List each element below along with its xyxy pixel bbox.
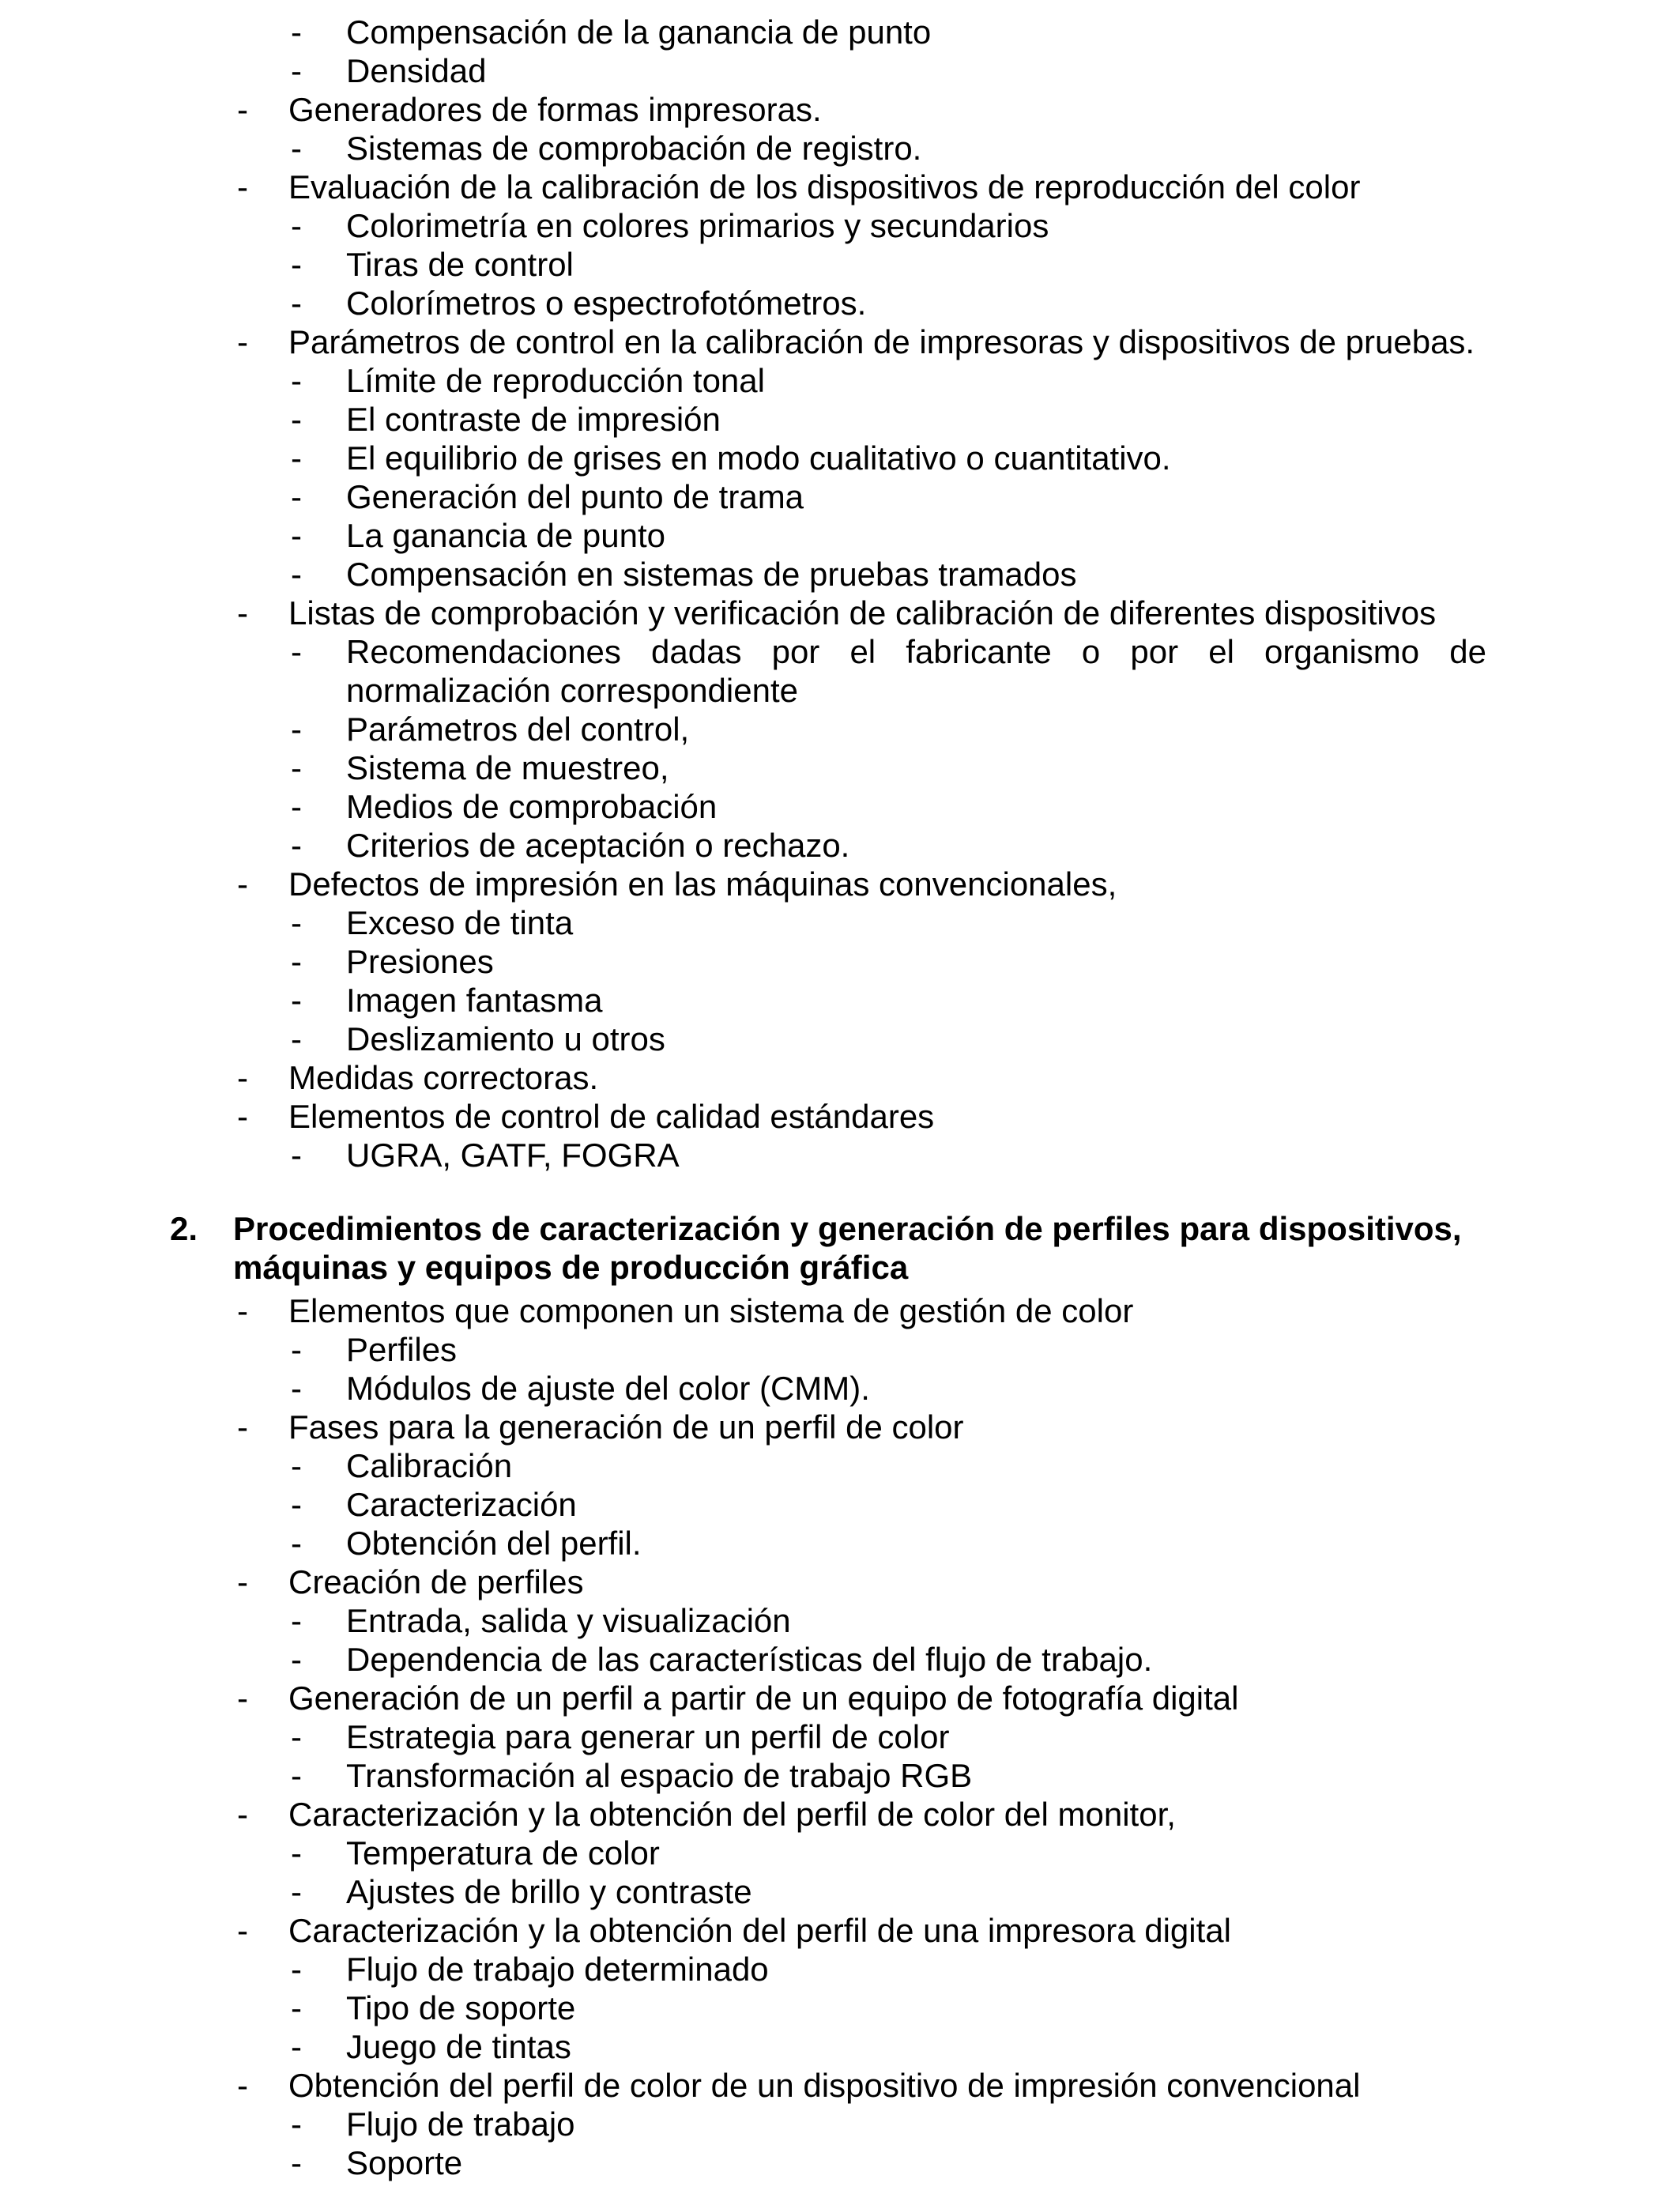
list-item-text: Densidad — [346, 52, 487, 89]
list-item — [291, 439, 1486, 477]
dash-bullet: - — [237, 1563, 248, 1600]
list-item-text: Imagen fantasma — [346, 982, 603, 1019]
dash-bullet: - — [237, 168, 248, 205]
list-item-text: Presiones — [346, 943, 494, 980]
list-item-text: Obtención del perfil. — [346, 1525, 642, 1562]
dash-bullet: - — [291, 827, 302, 864]
dash-bullet: - — [291, 633, 302, 670]
list-item — [291, 129, 1486, 168]
list-item — [291, 632, 1486, 710]
dash-bullet: - — [291, 439, 302, 477]
list-item — [237, 1679, 1486, 1717]
list-item-text: Perfiles — [346, 1331, 458, 1368]
dash-bullet: - — [237, 1912, 248, 1949]
dash-bullet: - — [291, 478, 302, 515]
dash-bullet: - — [291, 517, 302, 554]
list-item — [291, 400, 1486, 439]
list-item — [291, 284, 1486, 322]
list-item-text: Soporte — [346, 2144, 463, 2181]
list-item-text: Ajustes de brillo y contraste — [346, 1873, 752, 1910]
list-item — [291, 710, 1486, 748]
dash-bullet: - — [291, 207, 302, 244]
list-item — [291, 477, 1486, 516]
dash-bullet: - — [291, 401, 302, 438]
dash-bullet: - — [237, 1059, 248, 1096]
list-item-text: Transformación al espacio de trabajo RGB — [346, 1757, 973, 1794]
list-item — [291, 1640, 1486, 1679]
dash-bullet: - — [237, 865, 248, 903]
list-item — [291, 516, 1486, 555]
list-item — [291, 361, 1486, 400]
list-item — [291, 1756, 1486, 1795]
list-item — [291, 51, 1486, 90]
list-item-text: Compensación de la ganancia de punto — [346, 13, 932, 51]
list-item — [237, 594, 1486, 632]
list-item — [291, 555, 1486, 594]
list-item — [291, 206, 1486, 245]
list-item — [237, 322, 1486, 361]
list-item-text: Compensación en sistemas de pruebas tramados — [346, 556, 1077, 593]
dash-bullet: - — [291, 1137, 302, 1174]
list-item-text: Juego de tintas — [346, 2028, 571, 2065]
list-item-text: Creación de perfiles — [288, 1563, 584, 1600]
list-item — [237, 1563, 1486, 1601]
list-item — [291, 981, 1486, 1020]
list-item-text: Evaluación de la calibración de los dispositivos de reproducción del color — [288, 168, 1361, 205]
dash-bullet: - — [291, 1020, 302, 1057]
dash-bullet: - — [291, 788, 302, 825]
list-item-text: Estrategia para generar un perfil de color — [346, 1718, 950, 1755]
dash-bullet: - — [237, 1098, 248, 1135]
list-item-text: Fases para la generación de un perfil de color — [288, 1408, 964, 1446]
list-item-text: Deslizamiento u otros — [346, 1020, 665, 1057]
list-item-text: La ganancia de punto — [346, 517, 666, 554]
dash-bullet: - — [291, 1989, 302, 2026]
list-item — [291, 1872, 1486, 1911]
list-item-text: Caracterización y la obtención del perfil de una impresora digital — [288, 1912, 1231, 1949]
dash-bullet: - — [291, 130, 302, 167]
list-item-text: Generación de un perfil a partir de un equipo de fotografía digital — [288, 1679, 1239, 1717]
list-item-text: Calibración — [346, 1447, 513, 1484]
list-item — [237, 1911, 1486, 1950]
dash-bullet: - — [291, 943, 302, 980]
dash-bullet: - — [237, 323, 248, 360]
dash-bullet: - — [291, 1370, 302, 1407]
dash-bullet: - — [291, 1951, 302, 1988]
dash-bullet: - — [291, 1641, 302, 1678]
dash-bullet: - — [237, 1292, 248, 1329]
list-item — [291, 1950, 1486, 1989]
list-item-text: Temperatura de color — [346, 1834, 660, 1872]
list-item — [291, 1601, 1486, 1640]
dash-bullet: - — [291, 711, 302, 748]
list-item-text: El equilibrio de grises en modo cualitativo o cuantitativo. — [346, 439, 1171, 477]
list-item — [291, 903, 1486, 942]
dash-bullet: - — [291, 982, 302, 1019]
list-item-text: Medios de comprobación — [346, 788, 718, 825]
dash-bullet: - — [291, 2105, 302, 2143]
list-item-text: Módulos de ajuste del color (CMM). — [346, 1370, 870, 1407]
list-item — [237, 1291, 1486, 1330]
list-item — [291, 1020, 1486, 1058]
topic-list-continued — [170, 13, 1486, 1174]
list-item-text: Caracterización — [346, 1486, 577, 1523]
dash-bullet: - — [237, 1408, 248, 1446]
list-item-text: Recomendaciones dadas por el fabricante o por el organismo de normalización correspondiente — [346, 633, 1486, 709]
list-item — [291, 826, 1486, 865]
list-item-text: Elementos que componen un sistema de gestión de color — [288, 1292, 1134, 1329]
dash-bullet: - — [291, 556, 302, 593]
list-item — [291, 1136, 1486, 1174]
section-title: Procedimientos de caracterización y generación de perfiles para dispositivos, máquinas y equipos de producción gráfica — [233, 1210, 1462, 1286]
list-item — [291, 13, 1486, 51]
list-item-text: UGRA, GATF, FOGRA — [346, 1137, 680, 1174]
dash-bullet: - — [291, 362, 302, 399]
list-item-text: Generación del punto de trama — [346, 478, 804, 515]
list-item-text: Defectos de impresión en las máquinas convencionales, — [288, 865, 1117, 903]
list-item — [291, 1330, 1486, 1369]
list-item — [291, 1446, 1486, 1485]
dash-bullet: - — [291, 1718, 302, 1755]
dash-bullet: - — [237, 91, 248, 128]
list-item-text: Exceso de tinta — [346, 904, 574, 941]
list-item — [291, 787, 1486, 826]
list-item-text: Sistemas de comprobación de registro. — [346, 130, 922, 167]
list-item — [237, 1058, 1486, 1097]
dash-bullet: - — [291, 1602, 302, 1639]
list-item — [291, 1989, 1486, 2027]
list-item — [291, 1485, 1486, 1524]
list-item-text: El contraste de impresión — [346, 401, 721, 438]
dash-bullet: - — [291, 1873, 302, 1910]
dash-bullet: - — [291, 246, 302, 283]
list-item — [237, 2066, 1486, 2105]
list-item — [291, 1717, 1486, 1756]
dash-bullet: - — [291, 1525, 302, 1562]
list-item-text: Medidas correctoras. — [288, 1059, 599, 1096]
list-item-text: Dependencia de las características del flujo de trabajo. — [346, 1641, 1153, 1678]
dash-bullet: - — [237, 1679, 248, 1717]
list-item — [291, 1834, 1486, 1872]
dash-bullet: - — [291, 13, 302, 51]
dash-bullet: - — [237, 1796, 248, 1833]
list-item-text: Parámetros de control en la calibración de impresoras y dispositivos de pruebas. — [288, 323, 1475, 360]
list-item — [291, 748, 1486, 787]
list-item-text: Flujo de trabajo determinado — [346, 1951, 769, 1988]
section-heading — [170, 1209, 1486, 1287]
list-item — [237, 168, 1486, 206]
dash-bullet: - — [291, 52, 302, 89]
list-item-text: Obtención del perfil de color de un dispositivo de impresión convencional — [288, 2067, 1361, 2104]
dash-bullet: - — [291, 2028, 302, 2065]
list-item-text: Flujo de trabajo — [346, 2105, 575, 2143]
list-item — [291, 2143, 1486, 2182]
list-item — [291, 1524, 1486, 1563]
dash-bullet: - — [291, 1834, 302, 1872]
list-item — [291, 245, 1486, 284]
list-item-text: Colorimetría en colores primarios y secundarios — [346, 207, 1049, 244]
list-item-text: Criterios de aceptación o rechazo. — [346, 827, 850, 864]
list-item — [291, 2027, 1486, 2066]
list-item — [237, 1795, 1486, 1834]
dash-bullet: - — [291, 285, 302, 322]
dash-bullet: - — [291, 1331, 302, 1368]
list-item — [291, 2105, 1486, 2143]
list-item — [291, 1369, 1486, 1408]
dash-bullet: - — [291, 1447, 302, 1484]
list-item-text: Colorímetros o espectrofotómetros. — [346, 285, 867, 322]
list-item — [237, 865, 1486, 903]
list-item-text: Tipo de soporte — [346, 1989, 576, 2026]
list-item — [237, 1097, 1486, 1136]
section-2-list — [170, 1291, 1486, 2182]
list-item — [237, 1408, 1486, 1446]
dash-bullet: - — [291, 2144, 302, 2181]
list-item-text: Límite de reproducción tonal — [346, 362, 765, 399]
dash-bullet: - — [237, 2067, 248, 2104]
list-item-text: Tiras de control — [346, 246, 574, 283]
list-item-text: Sistema de muestreo, — [346, 749, 669, 786]
list-item-text: Parámetros del control, — [346, 711, 690, 748]
list-item — [291, 942, 1486, 981]
list-item — [237, 90, 1486, 129]
section-number: 2. — [170, 1210, 198, 1247]
dash-bullet: - — [291, 749, 302, 786]
list-item-text: Generadores de formas impresoras. — [288, 91, 822, 128]
list-item-text: Elementos de control de calidad estándares — [288, 1098, 935, 1135]
dash-bullet: - — [291, 1486, 302, 1523]
dash-bullet: - — [291, 1757, 302, 1794]
list-item-text: Listas de comprobación y verificación de calibración de diferentes dispositivos — [288, 594, 1437, 631]
list-item-text: Entrada, salida y visualización — [346, 1602, 791, 1639]
dash-bullet: - — [237, 594, 248, 631]
dash-bullet: - — [291, 904, 302, 941]
list-item-text: Caracterización y la obtención del perfil de color del monitor, — [288, 1796, 1176, 1833]
